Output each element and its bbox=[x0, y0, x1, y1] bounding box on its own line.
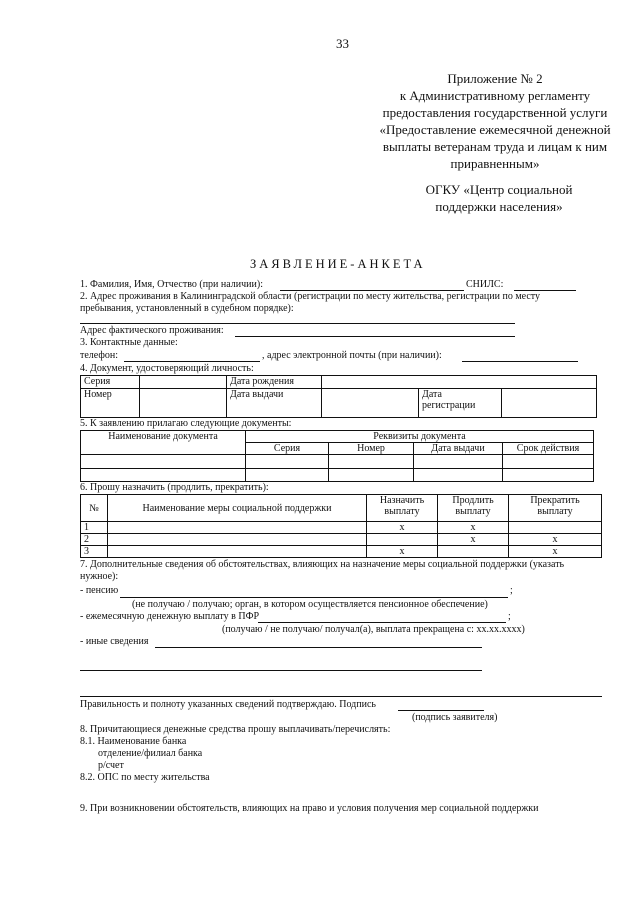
cell[interactable] bbox=[503, 455, 594, 468]
cell[interactable] bbox=[329, 455, 414, 468]
cell[interactable] bbox=[81, 455, 246, 468]
reg-date-line-2: регистрации bbox=[422, 400, 476, 412]
row-no: 3 bbox=[81, 546, 108, 558]
table-row bbox=[81, 546, 602, 558]
row-assign[interactable] bbox=[367, 534, 438, 546]
pension-line[interactable] bbox=[120, 597, 508, 598]
table-row bbox=[81, 534, 602, 546]
additional-heading: 7. Дополнительные сведения об обстоятельствах, влияющих на назначение меры социальной поддержки (указать bbox=[80, 559, 565, 570]
phone-label: телефон: bbox=[80, 350, 118, 361]
appendix-line: приравненным» bbox=[450, 156, 540, 171]
cell[interactable] bbox=[503, 468, 594, 481]
appendix-line: «Предоставление ежемесячной денежной bbox=[379, 122, 611, 137]
request-table bbox=[80, 494, 602, 558]
row-no: 2 bbox=[81, 534, 108, 546]
address-line[interactable] bbox=[80, 323, 515, 324]
appendix-line: предоставления государственной услуги bbox=[382, 105, 608, 120]
email-label: , адрес электронной почты (при наличии): bbox=[262, 350, 442, 361]
post-office-label: 8.2. ОПС по месту жительства bbox=[80, 772, 210, 783]
signature-line[interactable] bbox=[398, 710, 484, 711]
table-row bbox=[81, 455, 594, 468]
snils-label: СНИЛС: bbox=[466, 279, 504, 290]
bank-name-label: 8.1. Наименование банка bbox=[80, 736, 187, 747]
cell[interactable] bbox=[414, 455, 503, 468]
form-title: ЗАЯВЛЕНИЕ-АНКЕТА bbox=[250, 257, 426, 271]
row-assign[interactable]: х bbox=[367, 546, 438, 558]
actual-address-line[interactable] bbox=[235, 336, 515, 337]
signature-note: (подпись заявителя) bbox=[412, 712, 498, 723]
request-heading: 6. Прошу назначить (продлить, прекратить): bbox=[80, 482, 269, 493]
id-number-label: Номер bbox=[81, 389, 140, 418]
cell[interactable] bbox=[81, 468, 246, 481]
col-stop bbox=[509, 495, 602, 522]
col-validity: Срок действия bbox=[503, 443, 594, 455]
appendix-line: выплаты ветеранам труда и лицам к ним bbox=[382, 139, 608, 154]
row-stop[interactable] bbox=[509, 522, 602, 534]
other-line-1[interactable] bbox=[155, 647, 482, 648]
col-assign bbox=[367, 495, 438, 522]
col-extend-line-2: выплату bbox=[455, 506, 491, 517]
id-issue-date-label: Дата выдачи bbox=[227, 389, 322, 418]
addressee bbox=[404, 181, 594, 215]
monthly-line[interactable] bbox=[258, 622, 506, 623]
attached-documents-table bbox=[80, 430, 594, 482]
id-number-cell[interactable] bbox=[140, 389, 227, 418]
col-assign-line-1: Назначить bbox=[379, 495, 425, 506]
col-stop-line-1: Прекратить bbox=[530, 495, 580, 506]
row-stop[interactable]: х bbox=[509, 546, 602, 558]
address-label: 2. Адрес проживания в Калининградской области (регистрации по месту жительства, регистрации по месту bbox=[80, 291, 541, 302]
appendix-line: к Административному регламенту bbox=[399, 88, 591, 103]
col-series: Серия bbox=[246, 443, 329, 455]
col-no: № bbox=[81, 495, 108, 522]
row-measure[interactable] bbox=[108, 522, 367, 534]
col-issue-date: Дата выдачи bbox=[414, 443, 503, 455]
phone-line[interactable] bbox=[124, 361, 260, 362]
id-birth-date-label: Дата рождения bbox=[227, 376, 322, 389]
pension-note: (не получаю / получаю; орган, в котором осуществляется пенсионное обеспечение) bbox=[132, 599, 488, 610]
actual-address-label: Адрес фактического проживания: bbox=[80, 325, 224, 336]
id-issue-date-cell[interactable] bbox=[322, 389, 419, 418]
separator-line bbox=[80, 696, 602, 697]
cell[interactable] bbox=[246, 468, 329, 481]
id-document-table bbox=[80, 375, 597, 418]
table-row bbox=[81, 468, 594, 481]
section-9-text: 9. При возникновении обстоятельств, влияющих на право и условия получения мер социальной поддержки bbox=[80, 803, 539, 814]
monthly-semicolon: ; bbox=[508, 611, 511, 622]
col-measure: Наименование меры социальной поддержки bbox=[108, 495, 367, 522]
cell[interactable] bbox=[414, 468, 503, 481]
other-line-2[interactable] bbox=[80, 670, 482, 671]
row-assign[interactable]: х bbox=[367, 522, 438, 534]
col-extend bbox=[438, 495, 509, 522]
account-label: р/счет bbox=[98, 760, 124, 771]
monthly-note: (получаю / не получаю/ получал(а), выплата прекращена с: хх.хх.хххх) bbox=[222, 624, 525, 635]
monthly-label: - ежемесячную денежную выплату в ПФР bbox=[80, 611, 260, 622]
page-number: 33 bbox=[336, 36, 349, 51]
address-label-2: пребывания, установленный в судебном порядке): bbox=[80, 303, 294, 314]
col-assign-line-2: выплату bbox=[384, 506, 420, 517]
email-line[interactable] bbox=[462, 361, 578, 362]
attached-heading: 5. К заявлению прилагаю следующие документы: bbox=[80, 418, 292, 429]
col-requisites: Реквизиты документа bbox=[246, 431, 594, 443]
row-no: 1 bbox=[81, 522, 108, 534]
table-row bbox=[81, 522, 602, 534]
id-registration-date-label bbox=[419, 389, 502, 418]
bank-branch-label: отделение/филиал банка bbox=[98, 748, 203, 759]
appendix-line: Приложение № 2 bbox=[447, 71, 543, 86]
document-label: 4. Документ, удостоверяющий личность: bbox=[80, 363, 254, 374]
col-extend-line-1: Продлить bbox=[452, 495, 494, 506]
row-extend[interactable]: х bbox=[438, 534, 509, 546]
addressee-line: ОГКУ «Центр социальной bbox=[425, 182, 573, 197]
fio-label: 1. Фамилия, Имя, Отчество (при наличии): bbox=[80, 279, 263, 290]
row-measure[interactable] bbox=[108, 534, 367, 546]
row-stop[interactable]: х bbox=[509, 534, 602, 546]
cell[interactable] bbox=[329, 468, 414, 481]
pension-semicolon: ; bbox=[510, 585, 513, 596]
pension-label: - пенсию bbox=[80, 585, 119, 596]
id-registration-date-cell[interactable] bbox=[502, 389, 597, 418]
additional-heading-2: нужное): bbox=[80, 571, 119, 582]
col-stop-line-2: выплату bbox=[537, 506, 573, 517]
confirm-text: Правильность и полноту указанных сведений подтверждаю. Подпись bbox=[80, 699, 376, 710]
col-number: Номер bbox=[329, 443, 414, 455]
id-birth-date-cell[interactable] bbox=[322, 376, 597, 389]
contacts-label: 3. Контактные данные: bbox=[80, 337, 178, 348]
addressee-line: поддержки населения» bbox=[435, 199, 563, 214]
id-series-cell[interactable] bbox=[140, 376, 227, 389]
row-measure[interactable] bbox=[108, 546, 367, 558]
reg-date-line-1: Дата bbox=[422, 389, 442, 401]
row-extend[interactable] bbox=[438, 546, 509, 558]
row-extend[interactable]: х bbox=[438, 522, 509, 534]
cell[interactable] bbox=[246, 455, 329, 468]
id-series-label: Серия bbox=[81, 376, 140, 389]
appendix-header bbox=[360, 70, 630, 172]
col-document-name: Наименование документа bbox=[81, 431, 246, 455]
payment-heading: 8. Причитающиеся денежные средства прошу выплачивать/перечислять: bbox=[80, 724, 391, 735]
other-label: - иные сведения bbox=[80, 636, 149, 647]
